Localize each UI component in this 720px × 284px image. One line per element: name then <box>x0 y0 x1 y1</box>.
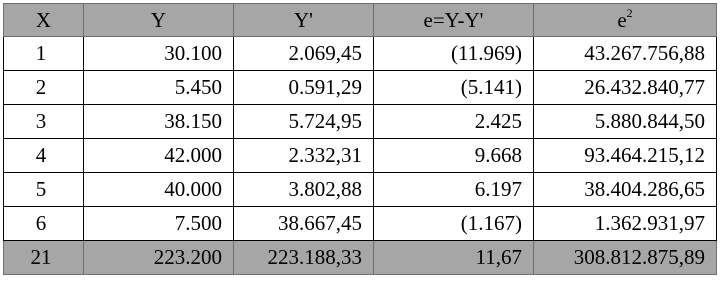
cell-y: 42.000 <box>84 139 234 173</box>
table-row <box>4 71 717 105</box>
cell-error: 6.197 <box>374 173 534 207</box>
total-error: 11,67 <box>374 241 534 275</box>
table-row <box>4 37 717 71</box>
total-x: 21 <box>4 241 84 275</box>
cell-error: (1.167) <box>374 207 534 241</box>
cell-y: 30.100 <box>84 37 234 71</box>
total-y-pred: 223.188,33 <box>234 241 374 275</box>
cell-x: 5 <box>4 173 84 207</box>
header-row <box>4 4 717 37</box>
total-row <box>4 241 717 275</box>
cell-error: 2.425 <box>374 105 534 139</box>
table-row <box>4 139 717 173</box>
cell-error-squared: 1.362.931,97 <box>534 207 717 241</box>
cell-error: (11.969) <box>374 37 534 71</box>
cell-y-pred: 5.724,95 <box>234 105 374 139</box>
cell-error-squared: 5.880.844,50 <box>534 105 717 139</box>
header-error-squared <box>534 4 717 37</box>
header-error-squared-base: e <box>617 7 627 32</box>
regression-error-table <box>3 3 717 275</box>
cell-y: 40.000 <box>84 173 234 207</box>
total-error-squared: 308.812.875,89 <box>534 241 717 275</box>
cell-y: 5.450 <box>84 71 234 105</box>
cell-error: 9.668 <box>374 139 534 173</box>
header-error: e=Y-Y' <box>374 4 534 37</box>
cell-error-squared: 43.267.756,88 <box>534 37 717 71</box>
cell-x: 6 <box>4 207 84 241</box>
cell-y: 38.150 <box>84 105 234 139</box>
cell-error-squared: 38.404.286,65 <box>534 173 717 207</box>
cell-error-squared: 26.432.840,77 <box>534 71 717 105</box>
cell-y-pred: 0.591,29 <box>234 71 374 105</box>
table-row <box>4 173 717 207</box>
cell-x: 1 <box>4 37 84 71</box>
table-row <box>4 207 717 241</box>
table-row <box>4 105 717 139</box>
cell-x: 2 <box>4 71 84 105</box>
cell-x: 4 <box>4 139 84 173</box>
header-y-pred: Y' <box>234 4 374 37</box>
cell-y-pred: 2.069,45 <box>234 37 374 71</box>
header-error-squared-exponent: 2 <box>626 5 633 20</box>
header-x: X <box>4 4 84 37</box>
total-y: 223.200 <box>84 241 234 275</box>
cell-y-pred: 3.802,88 <box>234 173 374 207</box>
cell-x: 3 <box>4 105 84 139</box>
cell-y-pred: 2.332,31 <box>234 139 374 173</box>
cell-error: (5.141) <box>374 71 534 105</box>
cell-error-squared: 93.464.215,12 <box>534 139 717 173</box>
header-y: Y <box>84 4 234 37</box>
cell-y: 7.500 <box>84 207 234 241</box>
cell-y-pred: 38.667,45 <box>234 207 374 241</box>
